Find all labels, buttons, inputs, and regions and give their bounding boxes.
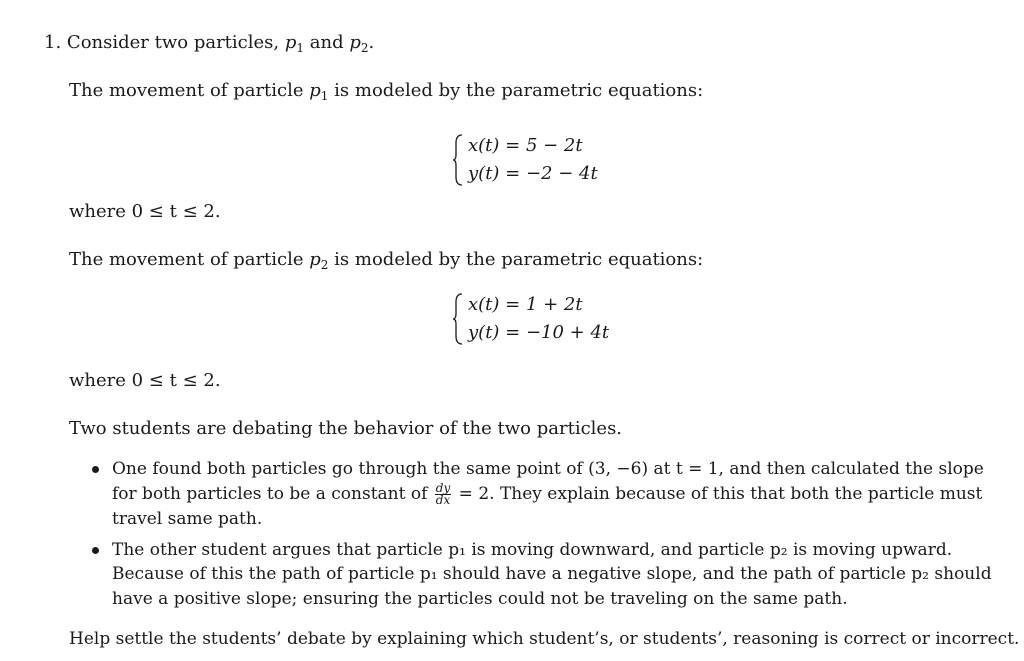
bullet-2-line-2: Because of this the path of particle p₁ should have a negative slope, and the path of particle p₂ should — [112, 564, 992, 584]
p2-var: $p_2$ — [309, 249, 329, 272]
dy-dx-fraction: $\frac{dy}{dx}$ — [435, 481, 451, 507]
problem-header — [44, 32, 374, 59]
bullet-2-dot — [92, 547, 99, 554]
p1-eq-x: x(t) = 5 − 2t — [468, 135, 583, 156]
bullet-1-line-1: One found both particles go through the same point of (3, −6) at t = 1, and then calculated the slope — [112, 459, 984, 479]
closing-prompt: Help settle the students’ debate by explaining which student’s, or students’, reasoning is correct or incorrect. — [69, 629, 1020, 649]
bullet-1-dot — [92, 466, 99, 473]
p2-equation-system — [452, 292, 622, 346]
p1-var: $p_1$ — [309, 80, 329, 103]
p1-eq-y: y(t) = −2 − 4t — [468, 163, 598, 184]
p2-domain: where 0 ≤ t ≤ 2. — [69, 370, 221, 391]
p2-eq-y: y(t) = −10 + 4t — [468, 322, 610, 343]
p2-description — [69, 249, 703, 276]
p2-symbol: $p_2$ — [349, 32, 369, 55]
bullet-2-line-1: The other student argues that particle p₁ is moving downward, and particle p₂ is moving upward. — [112, 540, 953, 560]
problem-intro: Consider two particles, — [66, 32, 280, 53]
bullet-1-line-2 — [112, 483, 982, 506]
bullet-2-line-3: have a positive slope; ensuring the particles could not be traveling on the same path. — [112, 589, 848, 609]
p2-brace — [452, 292, 464, 346]
p1-description — [69, 80, 703, 107]
p2-text-after: is modeled by the parametric equations: — [334, 249, 704, 270]
bullet-1-line-2-before: for both particles to be a constant of — [112, 484, 428, 504]
p2-text-before: The movement of particle — [69, 249, 304, 270]
bullet-1-line-2-after: = 2. They explain because of this that both the particle must — [458, 484, 983, 504]
header-period: . — [368, 32, 375, 53]
problem-number: 1. — [44, 32, 62, 53]
p1-domain: where 0 ≤ t ≤ 2. — [69, 201, 221, 222]
p1-text-after: is modeled by the parametric equations: — [334, 80, 704, 101]
and-word: and — [309, 32, 344, 53]
p1-symbol: $p_1$ — [284, 32, 305, 55]
bullet-1-line-3: travel same path. — [112, 509, 263, 529]
debate-intro: Two students are debating the behavior of the two particles. — [69, 418, 623, 439]
p1-text-before: The movement of particle — [69, 80, 304, 101]
p2-eq-x: x(t) = 1 + 2t — [468, 294, 583, 315]
p1-brace — [452, 133, 464, 187]
p1-equation-system — [452, 133, 612, 187]
